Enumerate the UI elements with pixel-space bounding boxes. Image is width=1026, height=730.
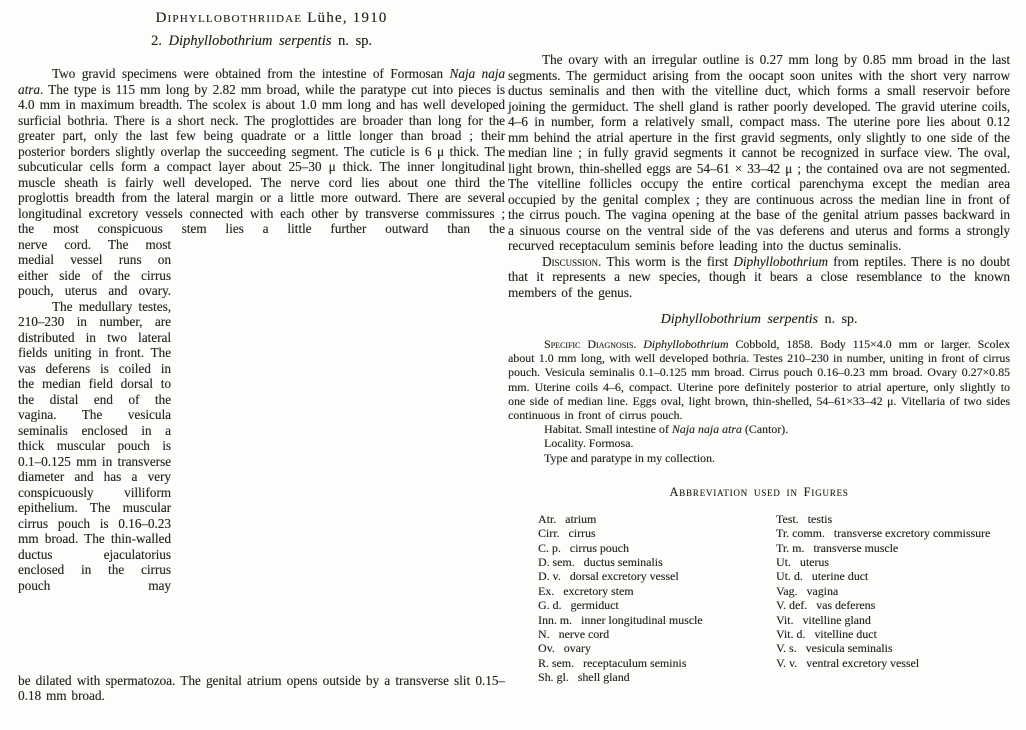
- abbreviation-code: Ov.: [538, 641, 555, 656]
- abbreviation-code: G. d.: [538, 598, 562, 613]
- abbreviation-entry: [538, 512, 776, 526]
- abbreviation-entry: [776, 569, 1010, 583]
- abbreviation-code: Test.: [776, 511, 799, 526]
- abbreviation-entry: [776, 584, 1010, 598]
- abbreviation-term: cirrus pouch: [569, 540, 629, 555]
- abbreviation-code: V. v.: [776, 655, 798, 670]
- abbreviation-term: ovary: [563, 641, 591, 656]
- abbreviation-code: Atr.: [538, 511, 557, 526]
- figure-area-blank: [171, 237, 505, 673]
- abbreviation-entry: [538, 526, 776, 540]
- species-heading: 2. Diphyllobothrium serpentis n. sp.: [150, 33, 373, 49]
- abbreviation-entry: [776, 512, 1010, 526]
- abbreviation-term: vitelline gland: [802, 612, 871, 627]
- abbreviation-entry: [538, 569, 776, 583]
- narrow-paragraph-continuation: nerve cord. The most medial vessel runs on either side of the cirrus pouch, uterus and ovary.: [18, 236, 171, 298]
- abbreviations-list: [508, 512, 1010, 685]
- abbreviation-entry: [538, 598, 776, 612]
- abbreviations-column-left: [538, 512, 776, 685]
- right-paragraph-ovary: The ovary with an irregular outline is 0.27 mm long by 0.85 mm broad in the last segments. The germiduct arising from the oocapt soon unites with the short very narrow ductus seminalis and then with the vitelline duct, which forms a small reservoir before joining the germiduct. The shell gland is rather poorly developed. The gravid uterine coils, 4–6 in number, form a relatively small, compact mass. The uterine pore lies about 0.12 mm behind the atrial aperture in the first gravid segments, only slightly to one side of the median line ; in fully gravid segments it cannot be recognized in surface view. The oval, light brown, thin-shelled eggs are 54–61 × 33–42 μ ; the contained ova are not segmented. The vitelline follicles occupy the entire cortical parenchyma except the median area occupied by the genital complex ; they are continuous across the median line in front of the cirrus pouch. The vagina opening at the base of the genital atrium passes backward in a sinuous course on the ventral side of the vas deferens and uterus and forms a strongly recurved receptaculum seminis before leading into the ductus seminalis.: [508, 52, 1010, 253]
- abbreviation-entry: [776, 526, 1010, 540]
- abbreviation-entry: [538, 613, 776, 627]
- abbreviation-entry: [776, 656, 1010, 670]
- abbreviation-code: Ex.: [538, 583, 555, 598]
- abbreviation-term: testis: [807, 511, 833, 526]
- habitat-line: Habitat. Small intestine of Naja naja atra (Cantor).: [544, 422, 789, 437]
- abbreviation-term: vas deferens: [816, 598, 876, 613]
- abbreviation-term: vitelline duct: [814, 627, 877, 642]
- abbreviation-code: Tr. comm.: [776, 526, 825, 541]
- family-heading: Diphyllobothriidae Lühe, 1910: [155, 10, 388, 26]
- abbreviation-code: Vit.: [776, 612, 794, 627]
- abbreviation-code: C. p.: [538, 540, 561, 555]
- abbreviation-term: excretory stem: [563, 583, 634, 598]
- abbreviation-code: Tr. m.: [776, 540, 805, 555]
- abbreviation-entry: [776, 641, 1010, 655]
- abbreviation-code: Vit. d.: [776, 627, 806, 642]
- narrow-paragraph-testes: The medullary testes, 210–230 in number, are distributed in two lateral fields uniting in front. The vas deferens is coiled in the median field dorsal to the distal end of the vagina. The vesicula seminalis enclosed in a thick muscular pouch is 0.1–0.125 mm in transverse diameter and has a very conspicuously villiform epithelium. The muscular cirrus pouch is 0.16–0.23 mm broad. The thin-walled ductus ejaculatorius enclosed in the cirrus pouch may: [18, 298, 171, 593]
- species-subheading: Diphyllobothrium serpentis n. sp.: [660, 312, 858, 327]
- abbreviation-code: V. def.: [776, 598, 808, 613]
- abbreviation-term: dorsal excretory vessel: [569, 569, 679, 584]
- abbreviation-entry: [538, 670, 776, 684]
- abbreviation-code: V. s.: [776, 641, 797, 656]
- right-column: [508, 52, 1010, 685]
- abbreviation-entry: [538, 584, 776, 598]
- abbreviation-entry: [538, 555, 776, 569]
- abbreviation-code: Ut.: [776, 555, 791, 570]
- locality-line: Locality. Formosa.: [544, 436, 634, 451]
- discussion-paragraph: Discussion. This worm is the first Diphyllobothrium from reptiles. There is no doubt that it represents a new species, though it bears a close resemblance to the known members of the genus.: [508, 253, 1010, 300]
- specific-diagnosis-paragraph: Specific Diagnosis. Diphyllobothrium Cobbold, 1858. Body 115×4.0 mm or larger. Scolex about 1.0 mm long, with well developed bothria. Testes 210–230 in number, uniting in front of cirrus pouch. Vesicula seminalis 0.1–0.125 mm broad. Cirrus pouch 0.16–0.23 mm broad. Ovary 0.27×0.85 mm. Uterine coils 4–6, compact. Uterine pore definitely posterior to atrial aperture, only slightly to one side of median line. Eggs oval, light brown, thin-shelled, 54–61×33–42 μ. Vitellaria of two sides continuous in front of cirrus pouch.: [508, 337, 1010, 423]
- left-column: [18, 6, 505, 704]
- abbreviation-term: germiduct: [570, 598, 619, 613]
- abbreviation-term: uterine duct: [811, 569, 869, 584]
- abbreviation-term: transverse excretory commissure: [833, 526, 991, 541]
- abbreviation-term: ventral excretory vessel: [806, 655, 920, 670]
- abbreviation-code: Inn. m.: [538, 612, 573, 627]
- abbreviation-entry: [538, 641, 776, 655]
- abbreviation-entry: [776, 613, 1010, 627]
- abbreviation-entry: [538, 656, 776, 670]
- abbreviations-heading: Abbreviation used in Figures: [669, 484, 849, 499]
- abbreviation-entry: [776, 555, 1010, 569]
- abbreviation-term: transverse muscle: [813, 540, 899, 555]
- abbreviation-term: vagina: [806, 583, 839, 598]
- abbreviation-term: nerve cord: [558, 627, 610, 642]
- abbreviations-column-right: [776, 512, 1010, 685]
- abbreviation-code: N.: [538, 627, 550, 642]
- abbreviation-entry: [776, 627, 1010, 641]
- abbreviation-entry: [776, 598, 1010, 612]
- abbreviation-term: atrium: [565, 511, 597, 526]
- abbreviation-term: inner longitudinal muscle: [581, 612, 703, 627]
- narrow-text-and-figure-row: [18, 237, 505, 673]
- abbreviation-entry: [776, 541, 1010, 555]
- abbreviation-term: shell gland: [577, 670, 630, 685]
- abbreviation-term: vesicula seminalis: [805, 641, 893, 656]
- abbreviation-code: D. sem.: [538, 555, 575, 570]
- type-line: Type and paratype in my collection.: [544, 450, 715, 465]
- abbreviation-term: receptaculum seminis: [583, 655, 687, 670]
- abbreviation-code: Sh. gl.: [538, 670, 569, 685]
- abbreviation-entry: [538, 627, 776, 641]
- abbreviation-code: Vag.: [776, 583, 798, 598]
- left-paragraph-1: Two gravid specimens were obtained from the intestine of Formosan Naja naja atra. The type is 115 mm long by 2.82 mm broad, while the paratype cut into pieces is 4.0 mm in maximum breadth. The scolex is about 1.0 mm long and has well developed surficial bothria. There is a short neck. The proglottides are broader than long for the greater part, only the last few being quadrate or a little longer than broad ; their posterior borders slightly overlap the succeeding segment. The cuticle is 6 μ thick. The subcuticular cells form a compact layer about 25–30 μ thick. The inner longitudinal muscle sheath is fairly well developed. The nerve cord lies about one third the proglottis breadth from the lateral margin or a little more outward. There are several longitudinal excretory vessels connected with each other by transverse commissures ; the most conspicuous stem lies a little further outward than the: [18, 66, 505, 236]
- abbreviation-code: Ut. d.: [776, 569, 803, 584]
- abbreviation-term: uterus: [799, 555, 829, 570]
- abbreviation-code: R. sem.: [538, 655, 575, 670]
- abbreviation-term: ductus seminalis: [583, 555, 663, 570]
- abbreviation-entry: [538, 541, 776, 555]
- abbreviation-code: Cirr.: [538, 526, 560, 541]
- abbreviation-code: D. v.: [538, 569, 561, 584]
- abbreviation-term: cirrus: [568, 526, 596, 541]
- left-paragraph-continuation: be dilated with spermatozoa. The genital atrium opens outside by a transverse slit 0.15–0.18 mm broad.: [18, 672, 505, 703]
- narrow-text-column: [18, 237, 171, 673]
